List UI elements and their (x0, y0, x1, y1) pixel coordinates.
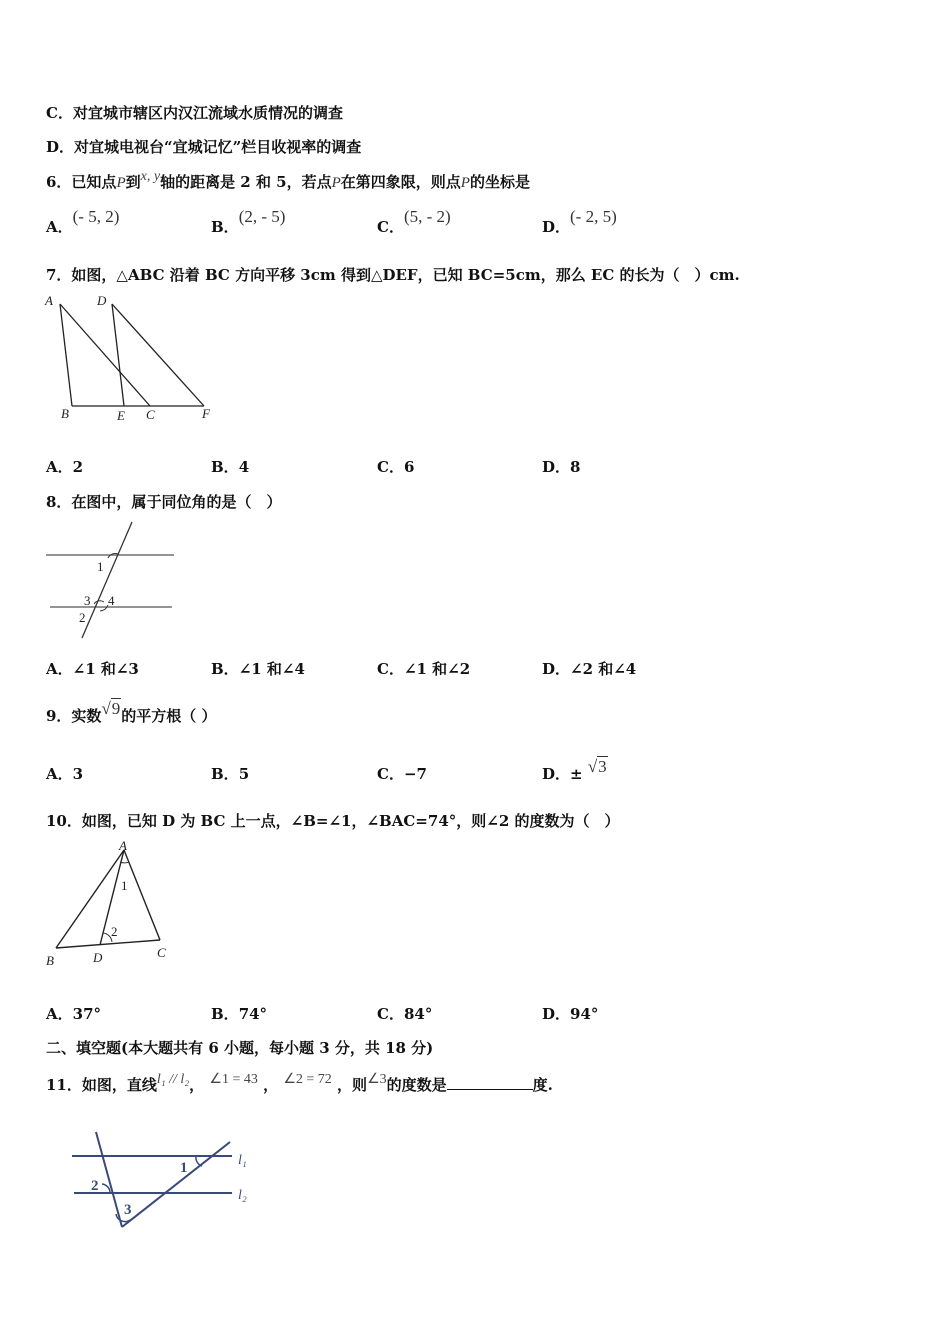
label-c: C (146, 407, 155, 422)
answer-blank[interactable] (447, 1075, 533, 1090)
q8-angles-figure (44, 520, 184, 645)
angle-3-label: 3 (124, 1202, 132, 1218)
segment-de (112, 304, 124, 406)
q10-triangle-figure (40, 838, 190, 973)
q7-option-b: B．4 (211, 458, 250, 476)
q9-option-c: C．−7 (377, 765, 427, 783)
segment-df (112, 304, 204, 406)
label-l2: l₂ (238, 1188, 247, 1203)
label-a: A (45, 293, 53, 308)
section-heading: 二、填空题(本大题共有 6 小题，每小题 3 分，共 18 分) (46, 1039, 434, 1057)
q8-option-d: D．∠2 和∠4 (542, 660, 637, 678)
q10-option-c: C．84° (377, 1005, 433, 1023)
q7-option-a: A．2 (46, 458, 84, 476)
q7-stem: 7．如图，△ABC 沿着 BC 方向平移 3cm 得到△DEF，已知 BC=5cm，那么 EC 的长为（ ）cm. (46, 266, 740, 284)
angle-2-value: ∠2 = 72 (283, 1072, 332, 1087)
angle-2-label: 2 (79, 610, 86, 625)
angle-4-label: 4 (108, 593, 115, 608)
label-a: A (119, 838, 127, 853)
q10-option-b: B．74° (211, 1005, 268, 1023)
angle-3-label: 3 (84, 593, 91, 608)
q8-option-a: A．∠1 和∠3 (46, 660, 139, 678)
label-l1: l₁ (238, 1153, 247, 1168)
point-p: P (116, 175, 126, 191)
label-d: D (97, 293, 107, 308)
label-b: B (61, 406, 69, 421)
q6-option-b: B．(2, - 5) (211, 207, 286, 236)
q9-option-b: B．5 (211, 765, 250, 783)
angle-1-label: 1 (121, 878, 128, 893)
transversal-left (96, 1132, 122, 1227)
q8-option-b: B．∠1 和∠4 (211, 660, 305, 678)
q10-option-d: D．94° (542, 1005, 599, 1023)
q8-option-c: C．∠1 和∠2 (377, 660, 471, 678)
q6-option-d: D．(- 2, 5) (542, 207, 617, 236)
transversal-right (122, 1142, 230, 1227)
label-e: E (117, 408, 125, 423)
label-f: F (202, 406, 210, 421)
q7-translation-figure (40, 290, 230, 430)
angle-1-value: ∠1 = 43 (209, 1072, 258, 1087)
segment-ac (124, 850, 160, 940)
q6-option-a: A．(- 5, 2) (46, 207, 120, 236)
transversal (82, 522, 132, 638)
q10-stem: 10．如图，已知 D 为 BC 上一点，∠B=∠1，∠BAC=74°，则∠2 的度数为（ ） (46, 812, 620, 830)
q6-stem: 6．已知点P到x, y轴的距离是 2 和 5，若点P在第四象限，则点P的坐标是 (46, 169, 530, 191)
angle-2-label: 2 (91, 1178, 99, 1194)
q11-parallel-lines-figure (70, 1128, 270, 1238)
q5-option-c: C．对宜城市辖区内汉江流域水质情况的调查 (46, 104, 343, 122)
sqrt-nine: √9 (101, 699, 121, 718)
parallel-lines: l₁ // l₂ (156, 1072, 190, 1087)
angle-1-label: 1 (180, 1160, 188, 1176)
q5-option-d: D．对宜城电视台“宜城记忆”栏目收视率的调查 (46, 138, 362, 156)
q7-option-c: C．6 (377, 458, 415, 476)
xy-axes: x, y (140, 169, 161, 184)
label-b: B (46, 953, 54, 968)
angle-1-label: 1 (97, 559, 104, 574)
q7-option-d: D．8 (542, 458, 581, 476)
segment-bc (56, 940, 160, 948)
segment-ab (60, 304, 72, 406)
q8-stem: 8．在图中，属于同位角的是（ ） (46, 493, 282, 511)
q9-option-a: A．3 (46, 765, 84, 783)
q9-option-d: D．± √3 (542, 757, 607, 783)
label-c: C (157, 945, 166, 960)
segment-ac (60, 304, 150, 406)
angle-3-symbol: ∠3 (367, 1072, 387, 1087)
q10-option-a: A．37° (46, 1005, 102, 1023)
q6-option-c: C．(5, - 2) (377, 207, 451, 236)
sqrt-three: √3 (587, 757, 607, 776)
label-d: D (93, 950, 103, 965)
q9-stem: 9．实数√9的平方根（ ） (46, 699, 217, 725)
q11-stem: 11．如图，直线l₁ // l₂， ∠1 = 43 ， ∠2 = 72 ，则∠3的度数是 度. (46, 1072, 553, 1094)
angle-2-label: 2 (111, 924, 118, 939)
